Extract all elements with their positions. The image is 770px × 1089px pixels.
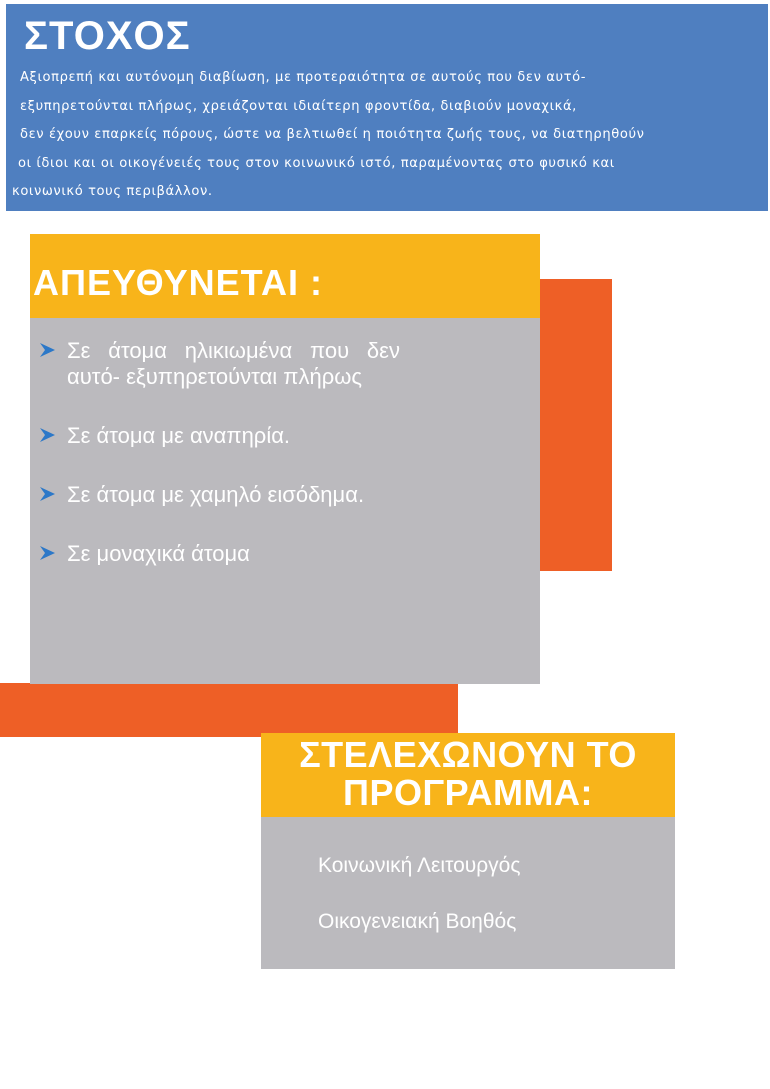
audience-title: ΑΠΕΥΘΥΝΕΤΑΙ :	[33, 262, 323, 303]
audience-item-text: Σε άτομα με χαμηλό εισόδημα.	[67, 482, 365, 507]
audience-list	[30, 338, 400, 600]
goal-text-line: Αξιοπρεπή και αυτόνομη διαβίωση, με προτεραιότητα σε αυτούς που δεν αυτό-	[20, 70, 587, 85]
goal-text-line: οι ίδιοι και οι οικογένειές τους στον κοινωνικό ιστό, παραμένοντας στο φυσικό και	[18, 155, 615, 171]
goal-text-line: εξυπηρετούνται πλήρως, χρειάζονται ιδιαίτερη φροντίδα, διαβιούν μοναχικά,	[20, 98, 577, 114]
staff-header	[261, 733, 675, 817]
arrow-bullet-icon	[40, 545, 56, 561]
audience-list-item	[30, 338, 400, 390]
staff-member: Οικογενειακή Βοηθός	[318, 910, 517, 933]
staff-title-line: ΠΡΟΓΡΑΜΜΑ:	[343, 772, 593, 813]
arrow-bullet-icon	[40, 427, 56, 443]
goal-title: ΣΤΟΧΟΣ	[24, 14, 191, 58]
arrow-bullet-icon	[40, 342, 56, 358]
audience-section	[30, 234, 540, 684]
goal-text-line: κοινωνικό τους περιβάλλον.	[12, 184, 213, 199]
audience-item-text: Σε άτομα ηλικιωμένα που δεν αυτό- εξυπηρετούνται πλήρως	[67, 338, 400, 389]
audience-header	[30, 234, 540, 318]
audience-item-text: Σε μοναχικά άτομα	[67, 541, 250, 566]
audience-list-item	[30, 541, 400, 567]
staff-title	[261, 736, 675, 812]
goal-section	[6, 4, 768, 211]
decorative-orange-block-right	[540, 279, 612, 571]
arrow-bullet-icon	[40, 486, 56, 502]
decorative-orange-block-bottom	[0, 683, 458, 737]
staff-section	[261, 733, 675, 969]
goal-text-line: δεν έχουν επαρκείς πόρους, ώστε να βελτιωθεί η ποιότητα ζωής τους, να διατηρηθούν	[20, 127, 645, 142]
staff-title-line: ΣΤΕΛΕΧΩΝΟΥΝ ΤΟ	[299, 734, 637, 775]
audience-list-item	[30, 423, 400, 449]
audience-item-text: Σε άτομα με αναπηρία.	[67, 423, 291, 448]
audience-list-item	[30, 482, 400, 508]
goal-text	[12, 64, 764, 207]
staff-member: Κοινωνική Λειτουργός	[318, 854, 521, 877]
